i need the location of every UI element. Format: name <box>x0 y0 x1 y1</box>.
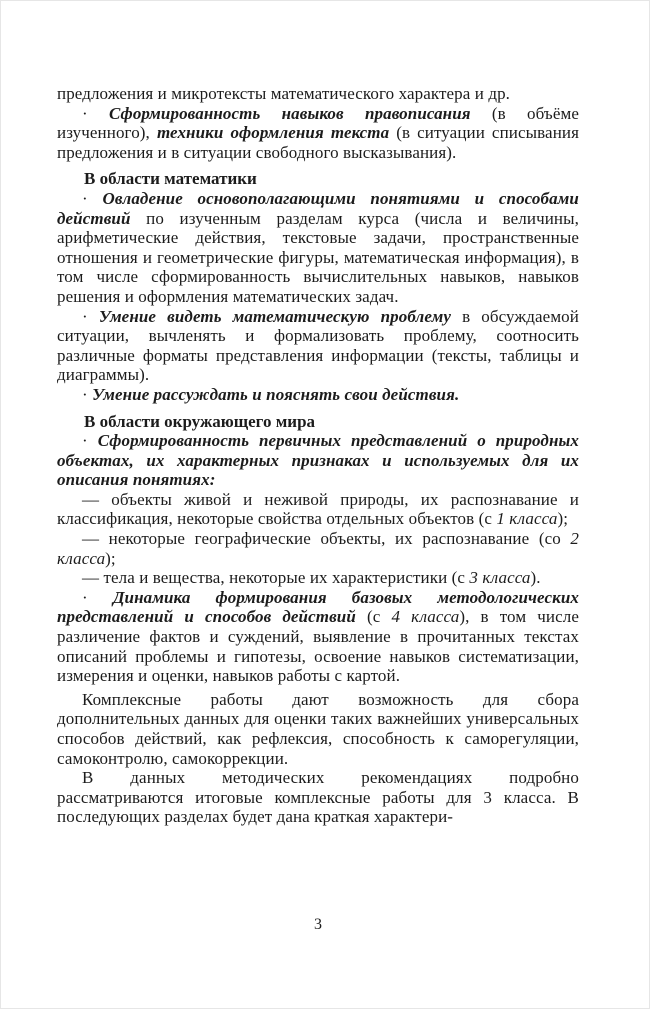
paragraph <box>57 690 579 768</box>
heading-text: В области математики <box>84 169 257 189</box>
section-heading-math <box>57 169 579 189</box>
text-segment: 3 класса <box>469 568 531 588</box>
text-segment: — тела и вещества, некоторые их характеристики (с <box>82 568 470 588</box>
bullet-marker: · <box>82 103 109 123</box>
bullet-marker: · <box>82 431 98 451</box>
bullet-paragraph <box>57 431 579 490</box>
text-segment: Сформированность навыков правописания <box>109 103 492 123</box>
page-number: 3 <box>314 916 322 933</box>
bullet-marker: · <box>82 587 113 607</box>
text-segment: в обсуждаемой ситуации, вычленять и формализовать проблему, соотносить различные форматы представления информации (тексты, таблицы и диаграммы). <box>57 306 579 385</box>
bullet-paragraph <box>57 189 579 307</box>
text-segment: предложения и микротексты математического характера и др. <box>57 84 511 103</box>
text-segment: 1 класса <box>496 509 558 529</box>
dash-list-item <box>57 490 579 529</box>
text-segment: (в объёме изученного), <box>57 103 579 143</box>
text-segment: — объекты живой и неживой природы, их распознавание и классификация, некоторые свойства отдельных объектов (с <box>57 489 579 529</box>
bullet-paragraph <box>57 588 579 686</box>
text-segment: Комплексные работы дают возможность для сбора дополнительных данных для оценки таких важнейших универсальных способов действий, как рефлексия, способность к саморегуляции, самоконтролю, самокоррекции. <box>57 689 579 768</box>
text-segment: Умение видеть математическую проблему <box>98 306 463 326</box>
dash-list-item <box>57 568 579 588</box>
text-segment: Овладение основополагающими понятиями и способами действий <box>57 188 579 228</box>
text-segment: ). <box>530 568 541 588</box>
text-segment: Динамика формирования базовых методологических представлений и способов действий <box>57 587 579 627</box>
text-segment: техники оформления текста <box>156 123 397 143</box>
text-segment: ), в том числе различение фактов и суждений, выявление в прочитанных текстах описаний проблемы и гипотезы, освоение навыков систематизации, измерения и оценки, навыков работы с картой. <box>57 607 580 686</box>
text-segment: по изученным разделам курса (числа и величины, арифметические действия, текстовые задачи, пространственные отношения и геометрические фигуры, математическая информация), в том числе сформированность вычислительных навыков, навыков решения и оформления математических задач. <box>57 208 580 306</box>
text-segment: Умение рассуждать и пояснять свои действия. <box>92 384 460 404</box>
text-segment: 2 класса <box>57 529 579 568</box>
text-segment: — некоторые географические объекты, их распознавание (со <box>82 529 571 549</box>
section-heading-environment <box>57 412 579 432</box>
dash-list-item <box>57 529 579 568</box>
text-segment: ); <box>105 548 116 568</box>
text-segment: Сформированность первичных представлений о природных объектах, их характерных признаках и используемых для их описания понятиях: <box>57 431 579 490</box>
text-segment: 4 класса <box>391 607 460 627</box>
text-segment: ); <box>557 509 569 529</box>
bullet-paragraph <box>57 307 579 385</box>
bullet-paragraph <box>57 385 579 405</box>
paragraph <box>57 768 579 827</box>
heading-text: В области окружающего мира <box>84 411 316 431</box>
text-segment: (в ситуации списывания предложения и в ситуации свободного высказывания). <box>57 123 580 162</box>
page-content <box>57 84 579 827</box>
bullet-marker: · <box>82 188 103 208</box>
bullet-marker: · <box>82 384 93 404</box>
text-segment: (с <box>366 607 392 627</box>
bullet-marker: · <box>82 306 99 326</box>
paragraph-continuation <box>57 84 579 104</box>
bullet-paragraph <box>57 104 579 163</box>
text-segment: В данных методических рекомендациях подробно рассматриваются итоговые комплексные работы для 3 класса. В последующих разделах будет дана краткая характери- <box>57 768 579 827</box>
